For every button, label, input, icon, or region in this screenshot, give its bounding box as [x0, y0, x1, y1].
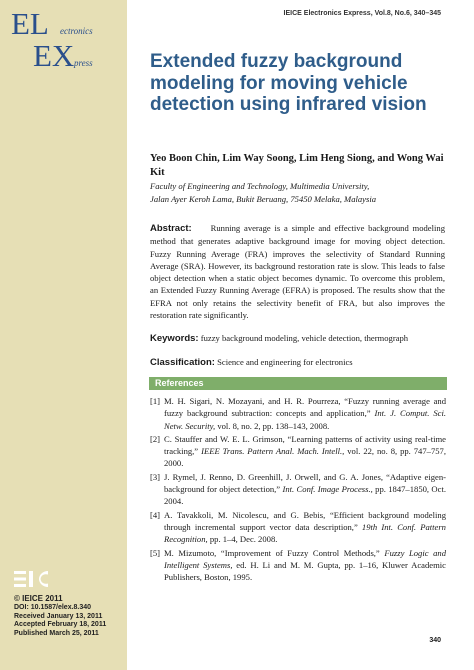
- affiliation-line-1: Faculty of Engineering and Technology, Multimedia University,: [150, 181, 370, 191]
- logo-press: press: [74, 58, 93, 68]
- logo-ex: EX: [33, 38, 75, 73]
- reference-item: [150, 395, 446, 432]
- reference-venue: 19th Int. Conf. Pattern Recognition,: [164, 521, 446, 545]
- abstract-label: Abstract:: [150, 223, 192, 234]
- abstract: [150, 222, 445, 321]
- reference-details: pp. 1–4, Dec. 2008.: [209, 534, 278, 545]
- reference-number: [3]: [150, 471, 161, 482]
- reference-number: [2]: [150, 433, 161, 444]
- reference-details: ed. H. Li and M. M. Gupta, pp. 1–16, Kluwer Academic Publishers, Boston, 1995.: [164, 559, 446, 583]
- reference-details: pp. 1847–1850, Oct. 2004.: [164, 484, 446, 507]
- keywords-text: fuzzy background modeling, vehicle detection, thermograph: [200, 333, 409, 343]
- reference-number: [1]: [150, 396, 161, 406]
- reference-details: vol. 8, no. 2, pp. 138–143, 2008.: [217, 420, 330, 431]
- classification-text: Science and engineering for electronics: [217, 357, 353, 367]
- abstract-text: Running average is a simple and effective background modeling method that generates adaptive background image for moving object detection. Fuzzy Running Average (FRA) improves the selectivity of Standard Running Average (SRA). However, its background restoration rate is slow. This leads to false object detection when a static object becomes dynamic. To overcome this problem, an Extended Fuzzy Running Average (EFRA) is proposed. The results show that the EFRA not only retains the selectivity benefit of FRA, but also improves the restoration rate significantly.: [150, 223, 445, 321]
- reference-number: [4]: [150, 509, 161, 520]
- reference-authors-title: J. Rymel, J. Renno, D. Greenhill, J. Orwell, and G. A. Jones, “Adaptive eigen-background for object detection,”: [164, 471, 446, 495]
- reference-number: [5]: [150, 547, 161, 558]
- paper-title: Extended fuzzy background modeling for moving vehicle detection using infrared vision: [150, 51, 427, 115]
- elex-logo: [11, 8, 121, 78]
- journal-header: IEICE Electronics Express, Vol.8, No.6, 340–345: [283, 10, 441, 17]
- affiliation: [150, 180, 450, 206]
- reference-venue: Int. J. Comput. Sci. Netw. Security,: [164, 408, 446, 431]
- accepted-date: Accepted February 18, 2011: [14, 621, 107, 628]
- page-number: 340: [429, 637, 441, 644]
- affiliation-line-2: Jalan Ayer Keroh Lama, Bukit Beruang, 75450 Melaka, Malaysia: [150, 194, 377, 204]
- reference-authors-title: M. H. Sigari, N. Mozayani, and H. R. Pourreza, “Fuzzy running average and fuzzy background subtraction: concepts and application,”: [164, 396, 446, 419]
- reference-list: [150, 395, 446, 584]
- keywords: [150, 332, 445, 345]
- left-sidebar: [0, 0, 127, 670]
- reference-item: [150, 433, 446, 470]
- reference-item: [150, 547, 446, 584]
- keywords-label: Keywords:: [150, 333, 199, 344]
- reference-authors-title: A. Tavakkoli, M. Nicolescu, and G. Bebis, “Efficient background modeling through incremental support vector data description,”: [164, 509, 446, 532]
- reference-venue: Fuzzy Logic and Intelligent Systems,: [164, 547, 446, 570]
- references-heading: References: [155, 378, 204, 388]
- classification: [150, 356, 445, 369]
- reference-authors-title: C. Stauffer and W. E. L. Grimson, “Learning patterns of activity using real-time tracking,”: [164, 433, 446, 457]
- references-heading-bar: [149, 377, 447, 390]
- authors: Yeo Boon Chin, Lim Way Soong, Lim Heng Siong, and Wong Wai Kit: [150, 153, 444, 178]
- doi: DOI: 10.1587/elex.8.340: [14, 604, 92, 611]
- reference-details: vol. 22, no. 8, pp. 747–757, 2000.: [164, 446, 446, 469]
- eic-logo: [14, 569, 64, 589]
- logo-ectronics: ectronics: [60, 26, 93, 36]
- logo-el: EL: [11, 6, 49, 41]
- article-metadata: [14, 594, 126, 638]
- reference-item: [150, 471, 446, 508]
- copyright: © IEICE 2011: [14, 594, 63, 603]
- reference-venue: Int. Conf. Image Process.,: [282, 484, 373, 495]
- reference-venue: IEEE Trans. Pattern Anal. Mach. Intell.,: [201, 446, 345, 457]
- classification-label: Classification:: [150, 357, 215, 368]
- published-date: Published March 25, 2011: [14, 629, 99, 637]
- reference-item: [150, 509, 446, 546]
- received-date: Received January 13, 2011: [14, 612, 103, 620]
- reference-authors-title: M. Mizumoto, “Improvement of Fuzzy Control Methods,”: [164, 547, 380, 558]
